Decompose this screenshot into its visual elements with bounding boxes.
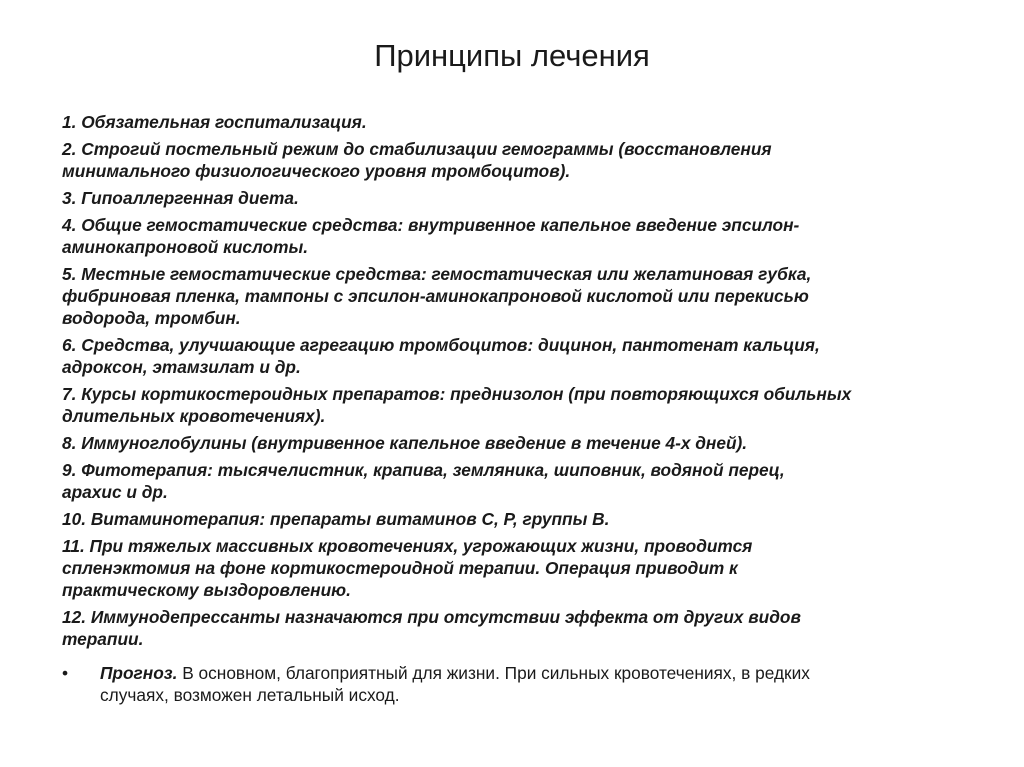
list-item-line: арахис и др. (62, 482, 168, 502)
list-item-line: адроксон, этамзилат и др. (62, 357, 301, 377)
list-item-line: аминокапроновой кислоты. (62, 237, 309, 257)
list-item (62, 535, 982, 601)
list-item (62, 459, 982, 503)
treatment-principles-list (62, 111, 982, 655)
list-item-line: 1. Обязательная госпитализация. (62, 112, 367, 132)
list-item-line: фибриновая пленка, тампоны с эпсилон-аминокапроновой кислотой или перекисью (62, 286, 809, 306)
list-item-line: минимального физиологического уровня тромбоцитов). (62, 161, 571, 181)
list-item-line: длительных кровотечениях). (62, 406, 326, 426)
prognosis-item (62, 662, 810, 706)
list-item-line: спленэктомия на фоне кортикостероидной терапии. Операция приводит к (62, 558, 738, 578)
list-item-line: 9. Фитотерапия: тысячелистник, крапива, земляника, шиповник, водяной перец, (62, 460, 785, 480)
list-item (62, 138, 982, 182)
list-item-line: водорода, тромбин. (62, 308, 241, 328)
list-item-line: 11. При тяжелых массивных кровотечениях, угрожающих жизни, проводится (62, 536, 753, 556)
list-item (62, 111, 982, 133)
list-item (62, 214, 982, 258)
list-item-line: практическому выздоровлению. (62, 580, 351, 600)
list-item-line: терапии. (62, 629, 144, 649)
list-item-line: 12. Иммунодепрессанты назначаются при отсутствии эффекта от других видов (62, 607, 801, 627)
list-item-line: 3. Гипоаллергенная диета. (62, 188, 299, 208)
list-item (62, 263, 982, 329)
slide-title: Принципы лечения (374, 38, 650, 73)
list-item-line: 5. Местные гемостатические средства: гемостатическая или желатиновая губка, (62, 264, 812, 284)
bullet-icon: • (62, 663, 69, 683)
list-item (62, 508, 982, 530)
list-item-line: 6. Средства, улучшающие агрегацию тромбоцитов: дицинон, пантотенат кальция, (62, 335, 820, 355)
list-item-line: 7. Курсы кортикостероидных препаратов: преднизолон (при повторяющихся обильных (62, 384, 852, 404)
list-item (62, 383, 982, 427)
list-item (62, 334, 982, 378)
list-item (62, 432, 982, 454)
prognosis-text: В основном, благоприятный для жизни. При сильных кровотечениях, в редких (177, 663, 810, 683)
list-item-line: 10. Витаминотерапия: препараты витаминов С, Р, группы В. (62, 509, 610, 529)
prognosis-text-continued: случаях, возможен летальный исход. (100, 685, 400, 705)
list-item-line: 8. Иммуноглобулины (внутривенное капельное введение в течение 4-х дней). (62, 433, 748, 453)
list-item (62, 187, 982, 209)
prognosis-label: Прогноз. (100, 663, 178, 683)
list-item-line: 2. Строгий постельный режим до стабилизации гемограммы (восстановления (62, 139, 772, 159)
list-item-line: 4. Общие гемостатические средства: внутривенное капельное введение эпсилон- (62, 215, 800, 235)
list-item (62, 606, 982, 650)
